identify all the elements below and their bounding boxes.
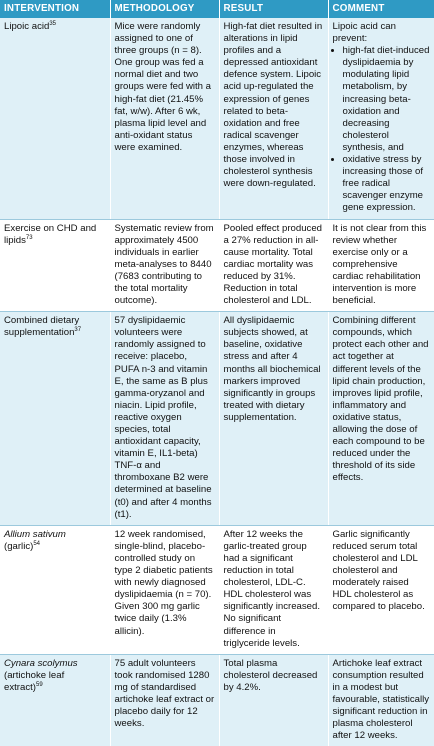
intervention-name: Combined dietary supplementation [4,315,80,339]
comment-cell: It is not clear from this review whether exercise only or a comprehensive cardiac rehabilitation intervention is more beneficial. [328,219,434,312]
intervention-extra: (artichoke leaf extract) [4,669,65,693]
result-cell: All dyslipidaemic subjects showed, at baseline, oxidative stress and after 4 months all biochemical markers improved significantly in groups treated with dietary supplementation. [219,312,328,526]
comment-cell: Garlic significantly reduced serum total cholesterol and LDL cholesterol and moderately raised HDL cholesterol as compared to placebo. [328,525,434,654]
methodology-cell: 57 dyslipidaemic volunteers were randomly assigned to receive: placebo, PUFA n-3 and vitamin E, the same as B plus gamma-oryzanol and niacin. Lipid profile, reactive oxygen species, total antioxidant capacity, vitamin E, IL1-beta) TNF-α and thromboxane B2 were determined at baseline (t0) and after 4 months (t1). [110,312,219,526]
intervention-extra: (garlic) [4,540,34,552]
table-row [0,219,434,312]
intervention-name: Cynara scolymus [4,657,78,669]
table-row [0,525,434,654]
table-row [0,654,434,746]
comment-cell: Combining different compounds, which protect each other and act together at different levels of the lipid chain production, improves lipid profile, inflammatory and oxidative status, allowing the dose of each compound to be reduced under the threshold of its side effects. [328,312,434,526]
reference-number: 73 [25,234,33,241]
comment-list [333,45,430,214]
intervention-name: Allium sativum [4,528,66,540]
result-cell: After 12 weeks the garlic-treated group had a significant reduction in total cholesterol, LDL-C. HDL cholesterol was significantly increased. No significant difference in triglyceride levels. [219,525,328,654]
result-cell: High-fat diet resulted in alterations in lipid profiles and a depressed antioxidant defence system. Lipoic acid up-regulated the expression of genes related to beta-oxidation and free radical scavenger enzymes, whereas those involved in cholesterol synthesis were down-regulated. [219,18,328,219]
header-result: RESULT [219,0,328,18]
reference-number: 59 [36,681,43,688]
comment-bullet: • oxidative stress by increasing those of free radical scavenger enzyme gene expression. [343,154,430,214]
table-row [0,18,434,219]
intervention-cell [0,525,110,654]
methodology-cell: Systematic review from approximately 4500 individuals in earlier meta-analyses to 8440 (7683 contributing to the total mortality outcome). [110,219,219,312]
intervention-cell [0,18,110,219]
header-intervention: INTERVENTION [0,0,110,18]
table-row [0,312,434,526]
intervention-cell [0,654,110,746]
header-comment: COMMENT [328,0,434,18]
comment-cell: Artichoke leaf extract consumption resulted in a modest but favourable, statistically significant reduction in plasma cholesterol after 12 weeks. [328,654,434,746]
intervention-cell [0,312,110,526]
intervention-name: Lipoic acid [4,21,50,32]
intervention-cell [0,219,110,312]
comment-cell [328,18,434,219]
header-methodology: METHODOLOGY [110,0,219,18]
reference-number: 54 [33,540,41,547]
reference-number: 35 [49,20,57,27]
header-row [0,0,434,18]
methodology-cell: Mice were randomly assigned to one of three groups (n = 8). One group was fed a normal diet and two groups were fed with a high-fat diet (21.45% fat, w/w). After 6 wk, plasma lipid level and anti-oxidant status were examined. [110,18,219,219]
intervention-name: Exercise on CHD and lipids [4,222,97,246]
result-cell: Total plasma cholesterol decreased by 4.2%. [219,654,328,746]
reference-number: 37 [74,327,82,334]
result-cell: Pooled effect produced a 27% reduction in all-cause mortality. Total cardiac mortality was reduced by 31%. Reduction in total cholesterol and LDL. [219,219,328,312]
methodology-cell: 12 week randomised, single-blind, placebo-controlled study on type 2 diabetic patients with newly diagnosed dyslipidaemia (n = 70). Given 300 mg garlic twice daily (1.3% allicin). [110,525,219,654]
methodology-cell: 75 adult volunteers took randomised 1280 mg of standardised artichoke leaf extract or placebo daily for 12 weeks. [110,654,219,746]
comment-intro: Lipoic acid can prevent: [332,21,396,45]
comment-bullet: • high-fat diet-induced dyslipidaemia by modulating lipid metabolism, by increasing beta-oxidation and decreasing cholesterol synthesis, and [343,45,430,154]
